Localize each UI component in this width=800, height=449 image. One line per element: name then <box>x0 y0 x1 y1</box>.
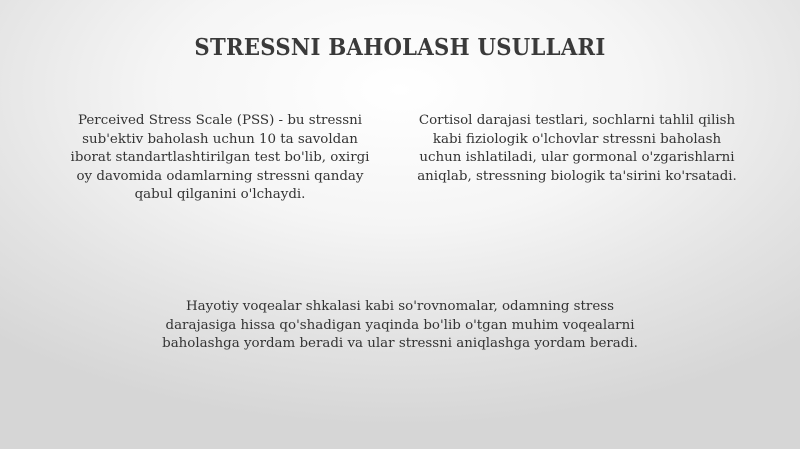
right-paragraph-line: Cortisol darajasi testlari, sochlarni tahlil qilish <box>418 113 736 128</box>
left-paragraph-line: qabul qilganini o'lchaydi. <box>134 187 306 202</box>
right-paragraph-line: aniqlab, stressning biologik ta'sirini ko'rsatadi. <box>417 168 737 184</box>
left-paragraph-line: iborat standartlashtirilgan test bo'lib, oxirgi <box>70 150 370 165</box>
right-paragraph-line: kabi fiziologik o'lchovlar stressni baholash <box>432 131 722 147</box>
right-paragraph-line: uchun ishlatiladi, ular gormonal o'zgarishlarni <box>419 150 735 165</box>
slide-title: STRESSNI BAHOLASH USULLARI <box>194 34 606 61</box>
left-paragraph-line: sub'ektiv baholash uchun 10 ta savoldan <box>82 131 358 147</box>
left-paragraph-line: Perceived Stress Scale (PSS) - bu stressni <box>77 113 363 128</box>
bottom-paragraph-line: Hayotiy voqealar shkalasi kabi so'rovnomalar, odamning stress <box>186 299 614 314</box>
left-paragraph-line: oy davomida odamlarning stressni qanday <box>76 168 364 184</box>
right-paragraph <box>394 112 760 186</box>
left-paragraph <box>40 112 400 205</box>
bottom-paragraph-line: baholashga yordam beradi va ular stressni aniqlashga yordam beradi. <box>162 336 638 351</box>
bottom-paragraph-line: darajasiga hissa qo'shadigan yaqinda bo'lib o'tgan muhim voqealarni <box>165 317 635 333</box>
bottom-paragraph <box>100 298 700 354</box>
